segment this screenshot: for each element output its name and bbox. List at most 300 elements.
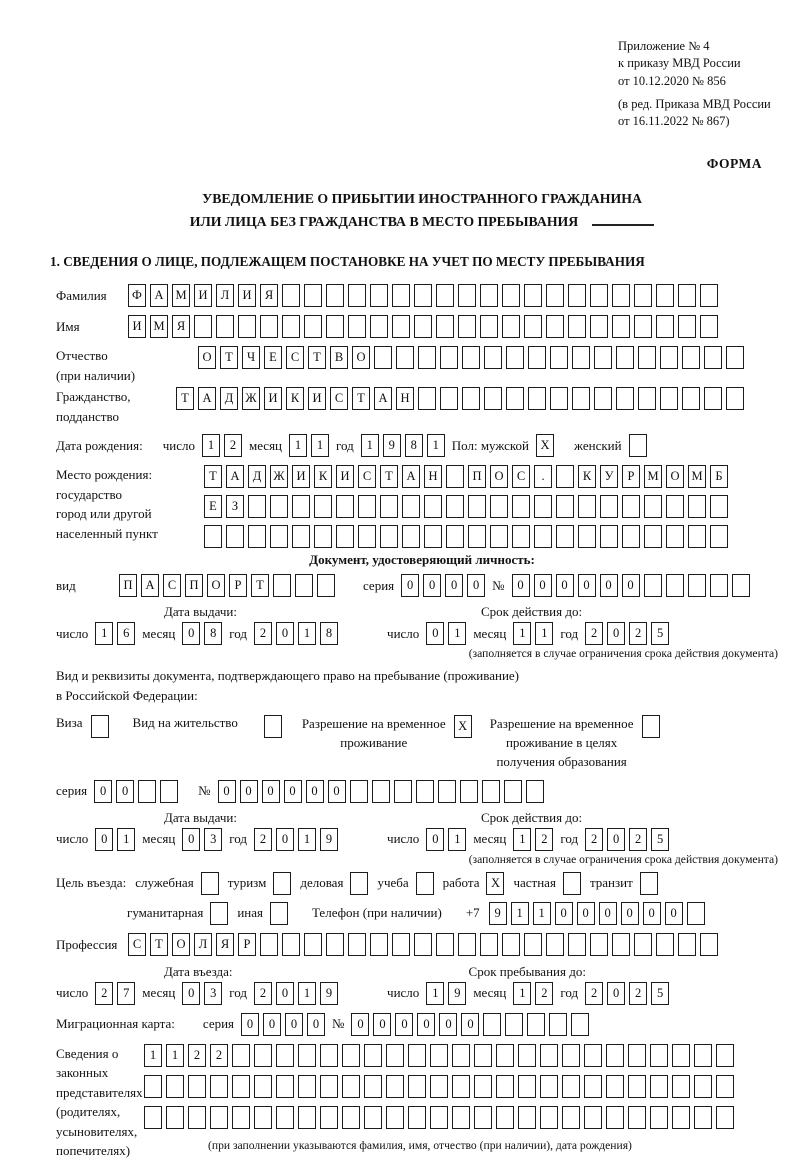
form-cell: 0 (328, 780, 346, 803)
form-cell (612, 315, 630, 338)
form-cell (512, 495, 530, 518)
form-cell: 1 (144, 1044, 162, 1067)
form-cell (452, 1075, 470, 1098)
form-cell (248, 525, 266, 548)
form-cell (238, 315, 256, 338)
form-cell: 1 (511, 902, 529, 925)
form-cell (584, 1044, 602, 1067)
form-cell (568, 284, 586, 307)
form-cell (496, 1044, 514, 1067)
sex-female-label: женский (574, 437, 622, 453)
year-label: год (229, 985, 248, 1001)
form-cell: А (198, 387, 216, 410)
form-cell (644, 495, 662, 518)
form-cell: 0 (401, 574, 419, 597)
stay-day (426, 982, 466, 1005)
form-cell: 2 (585, 982, 603, 1005)
form-cell (438, 780, 456, 803)
birthplace-row-2 (204, 495, 728, 518)
legal-reps-rows (144, 1044, 734, 1152)
form-cell: З (226, 495, 244, 518)
form-cell (682, 387, 700, 410)
entry-year (254, 982, 338, 1005)
birthplace-rows (204, 465, 728, 548)
form-cell: 5 (651, 622, 669, 645)
form-cell (436, 315, 454, 338)
form-cell (282, 284, 300, 307)
form-cell (644, 525, 662, 548)
form-cell: 1 (311, 434, 329, 457)
form-cell: 1 (427, 434, 445, 457)
form-cell: 0 (423, 574, 441, 597)
form-cell (210, 1106, 228, 1129)
form-cell: 0 (599, 902, 617, 925)
purpose-option: служебная (135, 872, 219, 895)
form-cell (688, 574, 706, 597)
form-cell (527, 1013, 545, 1036)
phone-boxes (489, 902, 705, 925)
expiry-date-title: Срок действия до: (481, 809, 583, 825)
patronymic-boxes (198, 346, 744, 369)
form-cell: О (490, 465, 508, 488)
form-cell (254, 1075, 272, 1098)
form-cell (483, 1013, 501, 1036)
form-cell (304, 933, 322, 956)
form-cell (282, 933, 300, 956)
form-cell (568, 315, 586, 338)
edu-permit-option (490, 715, 660, 772)
form-cell (628, 1075, 646, 1098)
form-cell: 0 (218, 780, 236, 803)
form-cell: О (207, 574, 225, 597)
form-cell (273, 872, 291, 895)
identity-doc-dates-row (56, 622, 788, 645)
form-cell: Р (229, 574, 247, 597)
form-cell (694, 1044, 712, 1067)
form-cell (166, 1075, 184, 1098)
sex-female-checkbox (629, 434, 647, 457)
form-cell (342, 1075, 360, 1098)
form-cell: Т (308, 346, 326, 369)
form-cell (660, 346, 678, 369)
form-cell (452, 1044, 470, 1067)
form-cell (572, 387, 590, 410)
form-cell (276, 1075, 294, 1098)
form-cell (634, 315, 652, 338)
form-cell: 1 (95, 622, 113, 645)
form-cell (468, 525, 486, 548)
form-cell (392, 933, 410, 956)
form-cell (452, 1106, 470, 1129)
form-cell (672, 1044, 690, 1067)
form-cell (484, 346, 502, 369)
form-cell: И (128, 315, 146, 338)
form-cell (584, 1075, 602, 1098)
form-cell (342, 1044, 360, 1067)
form-cell (460, 780, 478, 803)
form-cell (317, 574, 335, 597)
form-cell: 9 (448, 982, 466, 1005)
form-cell (276, 1106, 294, 1129)
form-cell: 0 (276, 828, 294, 851)
form-cell: 8 (320, 622, 338, 645)
form-cell (216, 315, 234, 338)
form-cell: 0 (351, 1013, 369, 1036)
purpose-row-2 (56, 902, 788, 925)
visa-label: Виза (56, 715, 83, 730)
form-cell (458, 284, 476, 307)
doc-issue-year (254, 622, 338, 645)
firstname-row (56, 315, 788, 339)
form-cell (408, 1075, 426, 1098)
form-cell (688, 525, 706, 548)
form-cell (270, 902, 288, 925)
form-cell (386, 1044, 404, 1067)
form-cell (348, 284, 366, 307)
form-cell (210, 1075, 228, 1098)
purpose-tourism-checkbox (273, 872, 291, 895)
form-cell (336, 495, 354, 518)
form-cell: 0 (556, 574, 574, 597)
form-cell: Н (424, 465, 442, 488)
form-cell (430, 1044, 448, 1067)
year-label: год (560, 625, 579, 641)
form-cell (666, 495, 684, 518)
form-cell (408, 1106, 426, 1129)
form-cell (282, 315, 300, 338)
purpose-study-checkbox (416, 872, 434, 895)
form-cell: 0 (94, 780, 112, 803)
form-cell (502, 284, 520, 307)
form-cell: С (163, 574, 181, 597)
doc-expiry-day (426, 622, 466, 645)
form-cell: 0 (607, 622, 625, 645)
form-cell (496, 1075, 514, 1098)
doc-type-label: вид (56, 577, 76, 593)
form-cell (546, 933, 564, 956)
day-label: число (56, 625, 89, 641)
form-cell (540, 1075, 558, 1098)
form-cell (254, 1106, 272, 1129)
birth-year-boxes (361, 434, 445, 457)
form-cell (458, 933, 476, 956)
form-cell (716, 1075, 734, 1098)
form-cell (314, 495, 332, 518)
form-cell (396, 346, 414, 369)
form-cell (414, 315, 432, 338)
birthplace-block (56, 465, 788, 548)
title-line-1: УВЕДОМЛЕНИЕ О ПРИБЫТИИ ИНОСТРАННОГО ГРАЖДАНИНА (202, 191, 642, 207)
form-cell (704, 387, 722, 410)
form-cell (326, 315, 344, 338)
form-cell (540, 1106, 558, 1129)
form-cell (568, 933, 586, 956)
patronymic-row (56, 346, 788, 385)
form-cell (166, 1106, 184, 1129)
form-cell (678, 315, 696, 338)
year-label: год (560, 985, 579, 1001)
form-cell: Т (176, 387, 194, 410)
issue-date-title: Дата выдачи: (164, 604, 238, 619)
purpose-option: деловая (300, 872, 368, 895)
legal-reps-row-2 (144, 1075, 734, 1098)
form-cell: Д (220, 387, 238, 410)
form-cell: 0 (95, 828, 113, 851)
form-cell: 1 (202, 434, 220, 457)
form-cell: X (536, 434, 554, 457)
form-cell (440, 387, 458, 410)
residence-series-boxes (94, 780, 178, 803)
form-cell: 8 (405, 434, 423, 457)
form-cell: 0 (665, 902, 683, 925)
form-cell (446, 495, 464, 518)
stay-month (513, 982, 553, 1005)
legal-reps-note: (при заполнении указываются фамилия, имя, отчество (при наличии), дата рождения) (208, 1138, 632, 1152)
form-cell: Ж (242, 387, 260, 410)
residence-issue-year (254, 828, 338, 851)
form-cell: . (534, 465, 552, 488)
form-cell (440, 346, 458, 369)
form-cell (528, 346, 546, 369)
firstname-boxes (128, 315, 718, 338)
form-cell (506, 346, 524, 369)
form-cell (578, 525, 596, 548)
identity-doc-date-titles (56, 604, 788, 620)
form-cell (430, 1106, 448, 1129)
entry-date-titles (56, 964, 788, 980)
form-cell (232, 1044, 250, 1067)
expiry-note: (заполняется в случае ограничения срока действия документа) (468, 647, 778, 660)
form-cell: 1 (298, 622, 316, 645)
form-cell (462, 346, 480, 369)
issue-date-title: Дата выдачи: (164, 809, 238, 825)
form-cell: П (119, 574, 137, 597)
form-cell: Т (150, 933, 168, 956)
form-cell (726, 387, 744, 410)
form-cell: 5 (651, 982, 669, 1005)
visa-option (56, 715, 109, 738)
birth-day-boxes (202, 434, 242, 457)
form-cell (480, 284, 498, 307)
surname-boxes (128, 284, 718, 307)
form-cell (468, 495, 486, 518)
form-cell (666, 574, 684, 597)
form-cell: 1 (289, 434, 307, 457)
form-cell: 0 (607, 982, 625, 1005)
form-cell (138, 780, 156, 803)
form-cell (414, 284, 432, 307)
migration-number-label: № (332, 1016, 345, 1032)
form-cell: 3 (204, 828, 222, 851)
form-cell (526, 780, 544, 803)
form-cell (414, 933, 432, 956)
form-cell: 1 (448, 828, 466, 851)
form-cell (380, 495, 398, 518)
form-cell (638, 387, 656, 410)
sex-male-checkbox (536, 434, 554, 457)
form-cell: 0 (285, 1013, 303, 1036)
form-cell (556, 495, 574, 518)
form-cell (358, 495, 376, 518)
form-cell (644, 574, 662, 597)
form-cell (550, 387, 568, 410)
appendix-line: от 10.12.2020 № 856 (618, 73, 726, 88)
citizenship-label: Гражданство, подданство (56, 389, 131, 424)
birth-month-boxes (289, 434, 329, 457)
form-cell: С (128, 933, 146, 956)
form-cell (628, 1106, 646, 1129)
edu-permit-checkbox (642, 715, 660, 738)
form-cell (194, 315, 212, 338)
surname-row (56, 284, 788, 308)
form-cell (518, 1075, 536, 1098)
form-cell: 0 (621, 902, 639, 925)
form-cell: 2 (210, 1044, 228, 1067)
form-cell: 1 (448, 622, 466, 645)
entry-dates-row (56, 982, 788, 1005)
form-cell: К (314, 465, 332, 488)
form-cell (612, 284, 630, 307)
form-cell: 0 (578, 574, 596, 597)
profession-boxes (128, 933, 718, 956)
birthplace-label: Место рождения: государство город или другой населенный пункт (56, 467, 158, 541)
form-cell: 0 (240, 780, 258, 803)
birthdate-row (56, 434, 788, 457)
form-cell (270, 525, 288, 548)
purpose-business-checkbox (350, 872, 368, 895)
form-cell (370, 284, 388, 307)
visa-checkbox (91, 715, 109, 738)
form-cell: 0 (276, 982, 294, 1005)
form-cell: 0 (263, 1013, 281, 1036)
form-cell (700, 933, 718, 956)
form-cell (672, 1075, 690, 1098)
form-cell (402, 495, 420, 518)
form-cell (298, 1106, 316, 1129)
month-label: месяц (473, 831, 507, 847)
form-cell (556, 525, 574, 548)
form-cell: И (264, 387, 282, 410)
form-cell: Я (172, 315, 190, 338)
form-cell (292, 495, 310, 518)
form-cell (534, 525, 552, 548)
form-cell: Д (248, 465, 266, 488)
form-cell: 0 (284, 780, 302, 803)
form-cell (556, 465, 574, 488)
legal-reps-row-3 (144, 1106, 734, 1129)
form-cell (726, 346, 744, 369)
form-cell (336, 525, 354, 548)
expiry-note: (заполняется в случае ограничения срока действия документа) (468, 852, 778, 866)
form-cell (694, 1075, 712, 1098)
form-cell (458, 315, 476, 338)
form-cell (264, 715, 282, 738)
form-cell (372, 780, 390, 803)
form-cell (666, 525, 684, 548)
form-cell (546, 284, 564, 307)
form-cell (364, 1075, 382, 1098)
form-cell (462, 387, 480, 410)
doc-number-boxes (512, 574, 750, 597)
month-label: месяц (473, 625, 507, 641)
month-label: месяц (142, 985, 176, 1001)
form-cell (446, 525, 464, 548)
form-cell (590, 284, 608, 307)
form-cell (550, 346, 568, 369)
form-cell (320, 1106, 338, 1129)
form-cell: 0 (461, 1013, 479, 1036)
form-cell (616, 346, 634, 369)
form-cell: П (185, 574, 203, 597)
form-cell: 0 (555, 902, 573, 925)
form-cell (704, 346, 722, 369)
title-line-2: ИЛИ ЛИЦА БЕЗ ГРАЖДАНСТВА В МЕСТО ПРЕБЫВАНИЯ (56, 210, 788, 232)
form-cell (364, 1106, 382, 1129)
form-cell: И (238, 284, 256, 307)
form-cell (276, 1044, 294, 1067)
form-cell: 2 (629, 982, 647, 1005)
form-cell (524, 933, 542, 956)
birthplace-row-1 (204, 465, 728, 488)
form-cell (616, 387, 634, 410)
entry-month (182, 982, 222, 1005)
form-cell (606, 1106, 624, 1129)
form-cell (188, 1075, 206, 1098)
form-cell: 1 (298, 982, 316, 1005)
form-cell: С (358, 465, 376, 488)
form-cell (298, 1044, 316, 1067)
form-cell (342, 1106, 360, 1129)
form-cell: 0 (426, 828, 444, 851)
form-cell (678, 284, 696, 307)
form-cell (298, 1075, 316, 1098)
form-cell (524, 284, 542, 307)
temp-permit-option (302, 715, 472, 753)
form-cell (416, 780, 434, 803)
legal-reps-label: Сведения о законных представителях (родителях, усыновителях, попечителях) (56, 1045, 143, 1159)
form-cell (446, 465, 464, 488)
form-cell (562, 1075, 580, 1098)
form-cell: Б (710, 465, 728, 488)
residence-permit-option (133, 715, 282, 738)
form-cell (394, 780, 412, 803)
form-cell: М (172, 284, 190, 307)
form-cell (358, 525, 376, 548)
form-cell (710, 525, 728, 548)
form-cell: О (352, 346, 370, 369)
legal-reps-block (56, 1044, 788, 1161)
patronymic-label: Отчество (при наличии) (56, 348, 136, 383)
form-cell: Р (238, 933, 256, 956)
form-cell: И (308, 387, 326, 410)
form-cell (392, 284, 410, 307)
form-cell (716, 1044, 734, 1067)
form-cell (480, 933, 498, 956)
stay-until-title: Срок пребывания до: (468, 963, 586, 979)
form-cell (600, 495, 618, 518)
form-cell (91, 715, 109, 738)
form-cell (687, 902, 705, 925)
form-label: ФОРМА (706, 156, 762, 172)
form-cell (563, 872, 581, 895)
form-cell: 2 (188, 1044, 206, 1067)
form-cell (504, 780, 522, 803)
phone-prefix: +7 (465, 905, 480, 921)
form-cell: 2 (585, 828, 603, 851)
form-cell (650, 1106, 668, 1129)
appendix-line: к приказу МВД России (618, 56, 741, 71)
citizenship-boxes (176, 387, 744, 410)
